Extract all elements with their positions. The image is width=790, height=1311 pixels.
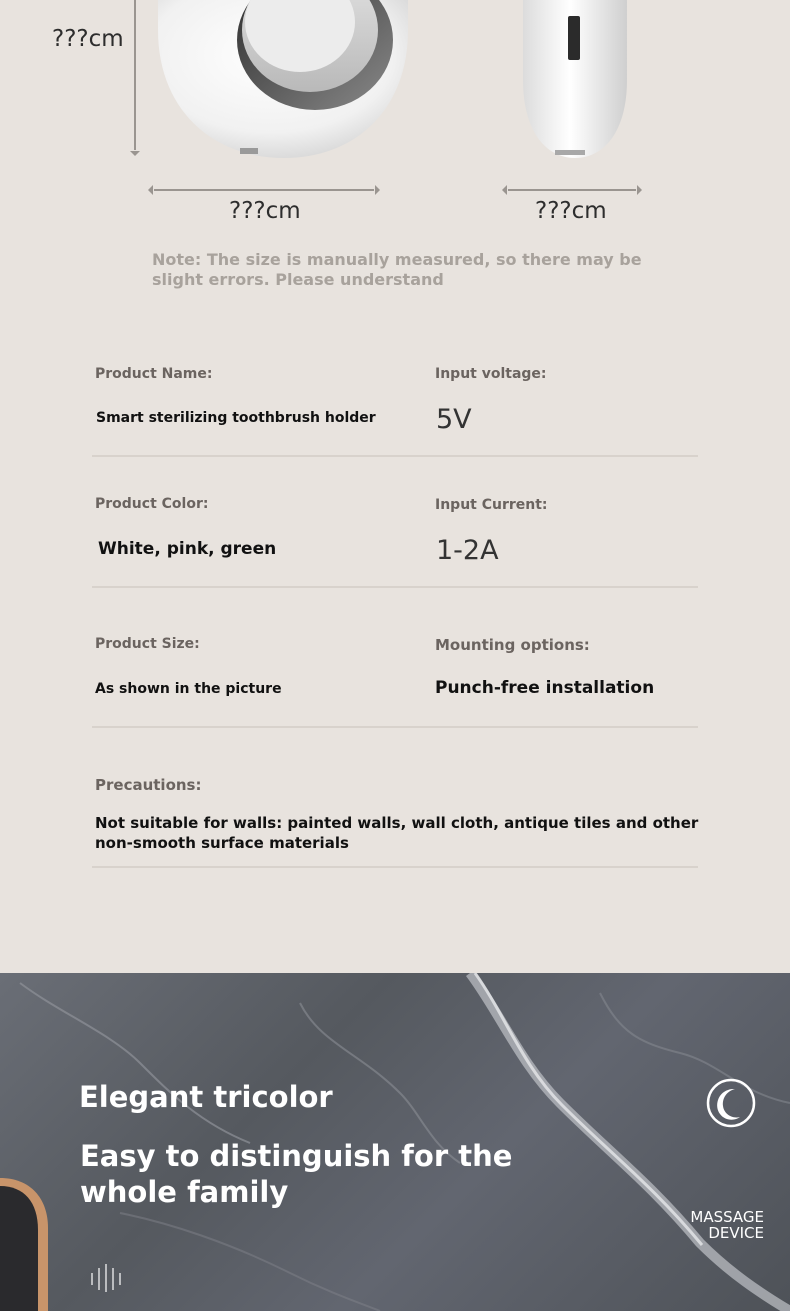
divider — [92, 866, 698, 868]
height-label: ???cm — [52, 26, 124, 52]
divider — [92, 726, 698, 728]
precautions-label: Precautions: — [95, 776, 202, 794]
product-name-value: Smart sterilizing toothbrush holder — [96, 410, 376, 426]
product-size-label: Product Size: — [95, 636, 200, 652]
front-width-arrow — [154, 189, 374, 191]
moon-icon — [705, 1077, 757, 1129]
product-size-value: As shown in the picture — [95, 681, 282, 697]
front-width-label: ???cm — [229, 198, 301, 224]
height-arrow — [134, 0, 136, 150]
product-edge-image — [0, 1178, 60, 1311]
size-note: Note: The size is manually measured, so there may be slight errors. Please understand — [152, 250, 642, 289]
product-front-image — [150, 0, 420, 165]
banner-subtitle: Easy to distinguish for the whole family — [80, 1139, 513, 1209]
precautions-value: Not suitable for walls: painted walls, wall cloth, antique tiles and other non-smooth surface materials — [95, 814, 699, 852]
banner-title: Elegant tricolor — [79, 1080, 333, 1114]
product-name-label: Product Name: — [95, 366, 213, 382]
badge-line-1: MASSAGE — [690, 1208, 764, 1226]
massage-device-badge — [690, 1209, 764, 1241]
sound-bars-icon — [90, 1263, 124, 1293]
product-color-value: White, pink, green — [98, 539, 277, 559]
mounting-value: Punch-free installation — [435, 678, 655, 698]
product-color-label: Product Color: — [95, 496, 209, 512]
side-width-arrow — [508, 189, 636, 191]
divider — [92, 586, 698, 588]
badge-line-2: DEVICE — [708, 1224, 764, 1242]
product-side-image — [515, 0, 635, 165]
input-voltage-label: Input voltage: — [435, 366, 547, 382]
input-current-value: 1-2A — [436, 535, 499, 566]
side-width-label: ???cm — [535, 198, 607, 224]
input-current-label: Input Current: — [435, 497, 548, 513]
mounting-label: Mounting options: — [435, 636, 590, 654]
divider — [92, 455, 698, 457]
input-voltage-value: 5V — [436, 404, 472, 435]
